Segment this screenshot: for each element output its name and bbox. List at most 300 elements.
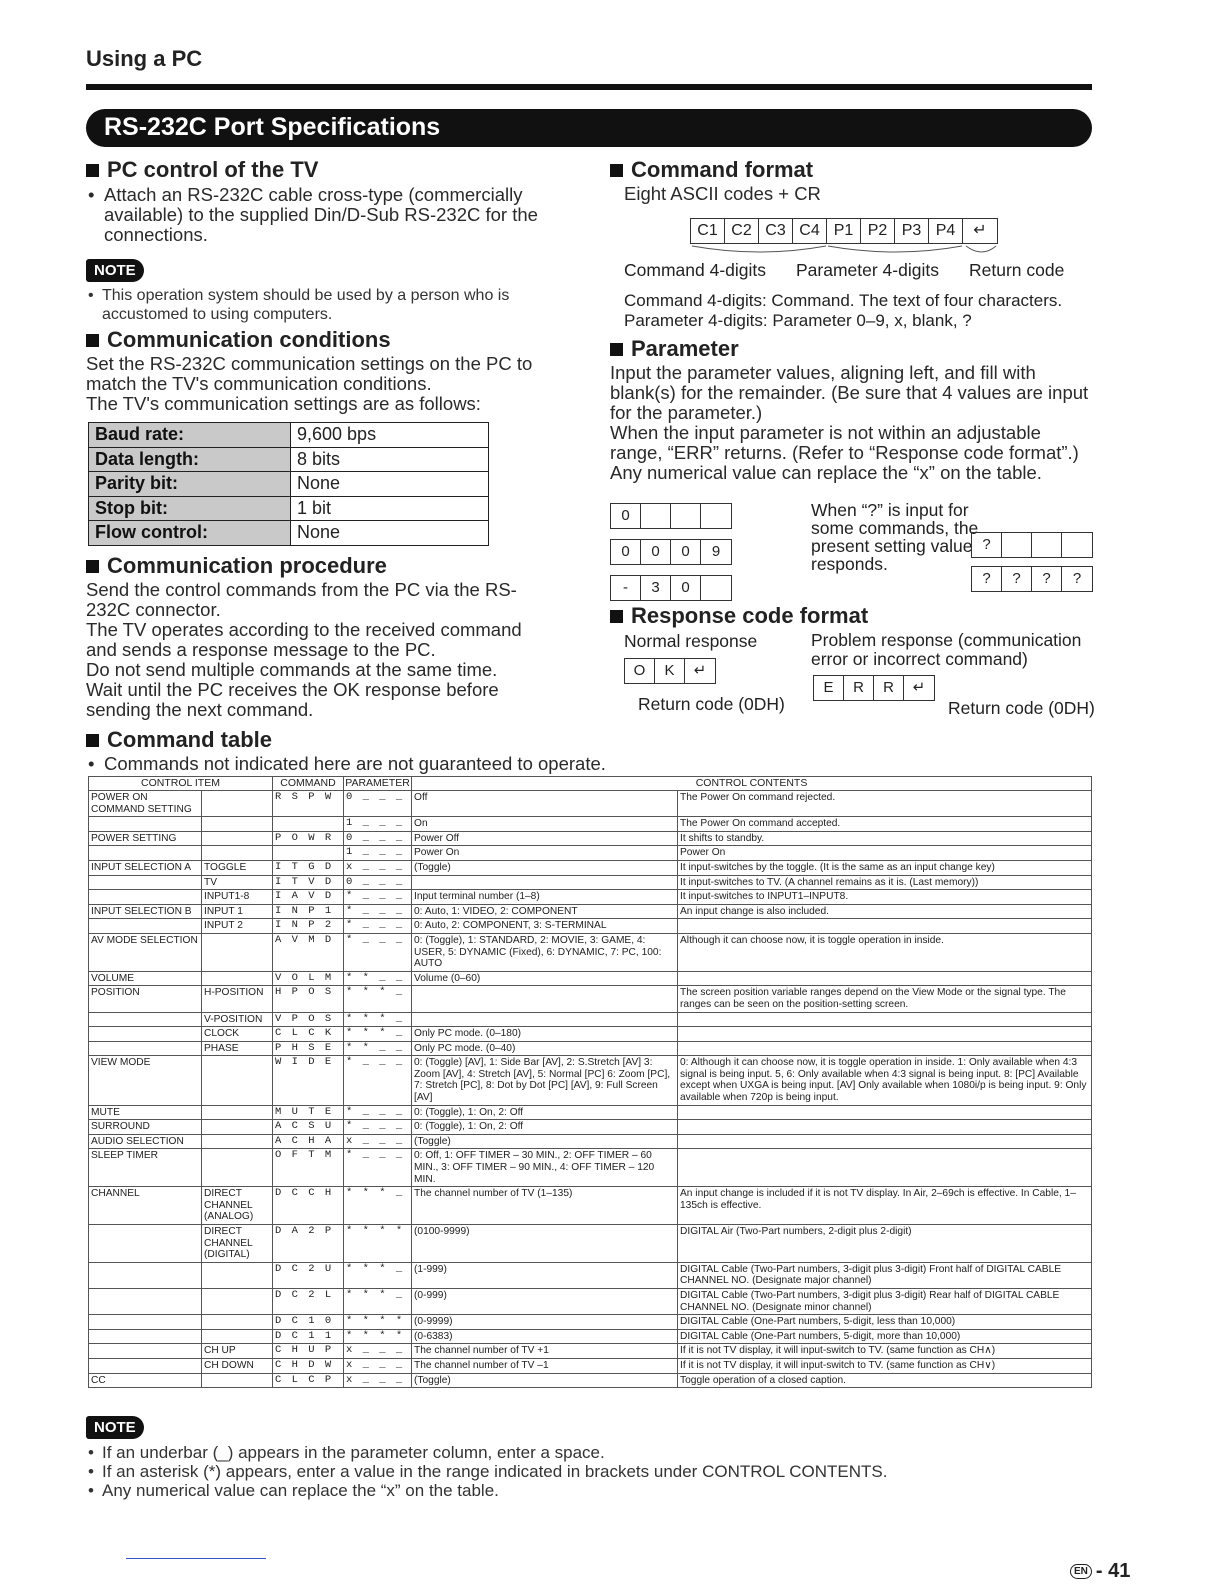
parameter-cell: 0 _ _ _ [344,791,412,817]
command-cell: A C H A [273,1134,344,1149]
parameter-text3: Any numerical value can replace the “x” on the table. [610,462,1042,483]
table-row [89,1315,1092,1330]
table-row [89,860,1092,875]
subitem-cell [202,846,273,861]
subitem-cell: TV [202,875,273,890]
comm-conditions-text2: The TV's communication settings are as follows: [86,393,481,414]
table-row [89,890,1092,905]
command-cell [273,846,344,861]
parameter-desc-cell: 0: (Toggle), 1: STANDARD, 2: MOVIE, 3: GAME, 4: USER, 5: DYNAMIC (Fixed), 6: DYNAMIC, 7: PC, 100: AUTO [412,933,678,971]
command-cell: I A V D [273,890,344,905]
item-cell [89,1041,202,1056]
header-control-item: CONTROL ITEM [89,777,273,791]
note-item: • If an asterisk (*) appears, enter a value in the range indicated in brackets under CONTROL CONTENTS. [86,1462,888,1481]
item-cell [89,890,202,905]
item-cell [89,875,202,890]
parameter-cell: * * _ _ [344,1041,412,1056]
right-column [610,158,1095,483]
param-example-3 [610,575,732,601]
subitem-cell [202,933,273,971]
command-cell: D C 1 1 [273,1329,344,1344]
command-cell: P1 [827,219,861,243]
parameter-cell: * _ _ _ [344,1120,412,1135]
subitem-cell [202,1134,273,1149]
parameter-cell: * _ _ _ [344,1056,412,1105]
item-cell: POSITION [89,986,202,1012]
table-row [89,1149,1092,1187]
page-number [1070,1560,1130,1583]
ok-cells [624,658,716,684]
item-cell [89,846,202,861]
contents-cell: It shifts to standby. [678,831,1092,846]
command-cell: P2 [861,219,895,243]
parameter-desc-cell: Power Off [412,831,678,846]
item-cell [89,1315,202,1330]
item-cell: MUTE [89,1105,202,1120]
parameter-desc-cell: 0: Off, 1: OFF TIMER – 30 MIN., 2: OFF TIMER – 60 MIN., 3: OFF TIMER – 90 MIN., 4: OFF TIMER – 120 MIN. [412,1149,678,1187]
query-cell [1062,533,1092,557]
page-number-text: - 41 [1095,1560,1131,1582]
contents-cell: It input-switches to INPUT1–INPUT8. [678,890,1092,905]
command-format-desc [624,291,1095,331]
item-cell [89,1027,202,1042]
subitem-cell: INPUT 1 [202,904,273,919]
query-cell: ? [1032,567,1062,591]
table-row [89,1120,1092,1135]
param-cell [701,576,731,600]
command-cell: C4 [793,219,827,243]
parameter-cell: * * * _ [344,1012,412,1027]
parameter-cell: 1 _ _ _ [344,817,412,832]
command-cell: A V M D [273,933,344,971]
contents-cell: An input change is also included. [678,904,1092,919]
table-row [89,971,1092,986]
item-cell [89,919,202,934]
parameter-cell: x _ _ _ [344,1134,412,1149]
label-command: Command 4-digits [624,260,766,280]
page-title: RS-232C Port Specifications [86,109,1092,147]
contents-cell: 0: Although it can choose now, it is toggle operation in inside. 1: Only available when 4:3 signal is being input. 5, 6: Only available when 4:3 signal is being input. 8: [PC] Available except when UXGA is being input. [AV] Only available when 1080i/p is being input. 9: Only available when 720p is being input. [678,1056,1092,1105]
parameter-cell: * * * * [344,1225,412,1263]
table-row [89,1373,1092,1388]
square-bullet-icon [86,334,99,347]
subitem-cell [202,1262,273,1288]
item-cell: AUDIO SELECTION [89,1134,202,1149]
item-cell: AV MODE SELECTION [89,933,202,971]
command-cell: C H D W [273,1358,344,1373]
item-cell: INPUT SELECTION B [89,904,202,919]
item-cell [89,1262,202,1288]
command-table [88,776,1092,1388]
parameter-desc-cell: The channel number of TV +1 [412,1344,678,1359]
parameter-heading: Parameter [610,337,1095,361]
setting-key: Data length: [89,447,291,472]
subitem-cell [202,831,273,846]
subitem-cell: PHASE [202,1041,273,1056]
header-parameter: PARAMETER [345,776,410,789]
command-cell: C1 [691,219,725,243]
square-bullet-icon [86,560,99,573]
parameter-text2: When the input parameter is not within an adjustable range, “ERR” returns. (Refer to “Response code format”.) [610,422,1079,463]
normal-response: Normal response [624,631,758,651]
contents-cell [678,1041,1092,1056]
comm-procedure [86,554,556,720]
param-cell: 3 [641,576,671,600]
parameter-desc-cell: Input terminal number (1–8) [412,890,678,905]
item-cell: CHANNEL [89,1187,202,1225]
label-return: Return code [968,260,1065,280]
subitem-cell: INPUT 2 [202,919,273,934]
table-row [89,831,1092,846]
parameter-desc-cell: 0: (Toggle) [AV], 1: Side Bar [AV], 2: S.Stretch [AV] 3: Zoom [AV], 4: Stretch [AV], 5: Normal [PC] 6: Zoom [PC], 7: Stretch [PC], 8: Dot by Dot [PC] [AV], 9: Full Screen [AV] [412,1056,678,1105]
parameter-desc-cell: (1-999) [412,1262,678,1288]
command-cell: R S P W [273,791,344,817]
param-cell: - [611,576,641,600]
language-badge: EN [1070,1564,1092,1579]
command-cell: D C 1 0 [273,1315,344,1330]
settings-row [89,521,489,546]
setting-key: Baud rate: [89,423,291,448]
parameter-cell: * * * _ [344,986,412,1012]
contents-cell [678,1012,1092,1027]
command-cell [273,817,344,832]
query-cell: ? [972,533,1002,557]
subitem-cell: V-POSITION [202,1012,273,1027]
query-text: When “?” is input for some commands, the present setting value responds. [811,500,979,574]
problem-response: Problem response (communication error or incorrect command) [811,630,1082,669]
table-row [89,1225,1092,1263]
comm-conditions-text: Set the RS-232C communication settings on the PC to match the TV's communication conditions. [86,353,533,394]
parameter-desc-cell: (Toggle) [412,1373,678,1388]
param-example-1 [610,503,732,529]
command-cell: W I D E [273,1056,344,1105]
table-row [89,1134,1092,1149]
table-row [89,1329,1092,1344]
return-code-1: Return code (0DH) [638,694,785,714]
setting-key: Parity bit: [89,472,291,497]
param-cell: 9 [711,543,721,560]
query-cell: ? [1002,567,1032,591]
parameter-desc-cell: (Toggle) [412,1134,678,1149]
item-cell: POWER SETTING [89,831,202,846]
err-box-wrap [813,675,935,701]
parameter-desc-cell: 0: (Toggle), 1: On, 2: Off [412,1105,678,1120]
table-row [89,1056,1092,1105]
item-cell [89,1012,202,1027]
subitem-cell: INPUT1-8 [202,890,273,905]
contents-cell: Although it can choose now, it is toggle operation in inside. [678,933,1092,971]
setting-value: None [291,521,489,546]
desc-parameter: Parameter 4-digits: Parameter 0–9, x, blank, ? [624,311,972,330]
subitem-cell [202,817,273,832]
parameter-desc-cell: 0: Auto, 1: VIDEO, 2: COMPONENT [412,904,678,919]
command-cells [690,218,998,244]
parameter-cell: 0 _ _ _ [344,875,412,890]
bottom-notes [86,1416,888,1500]
subitem-cell: DIRECT CHANNEL (ANALOG) [202,1187,273,1225]
command-cell: C H U P [273,1344,344,1359]
ok-box-wrap [624,658,716,684]
subitem-cell [202,1373,273,1388]
subitem-cell [202,1105,273,1120]
parameter-desc-cell: 0: Auto, 2: COMPONENT, 3: S-TERMINAL [412,919,678,934]
item-cell [89,1344,202,1359]
footer-rule [126,1558,266,1559]
settings-row [89,447,489,472]
contents-cell: DIGITAL Cable (Two-Part numbers, 3-digit plus 3-digit) Rear half of DIGITAL CABLE CHANNEL NO. (Designate minor channel) [678,1288,1092,1314]
param-cell [701,504,731,528]
subitem-cell: CH DOWN [202,1358,273,1373]
return-code-2: Return code (0DH) [948,698,1095,718]
contents-cell: Toggle operation of a closed caption. [678,1373,1092,1388]
command-cell: V P O S [273,1012,344,1027]
contents-cell [678,1120,1092,1135]
ok-cell: ↵ [693,662,707,679]
param-examples [610,503,732,601]
brace-lines [690,244,1110,260]
parameter-cell: * * * _ [344,1027,412,1042]
command-cell: I N P 1 [273,904,344,919]
header-command: COMMAND [273,777,344,791]
parameter-cell: x _ _ _ [344,860,412,875]
parameter-desc-cell: Only PC mode. (0–40) [412,1041,678,1056]
procedure-line: Do not send multiple commands at the same time. [86,659,498,680]
parameter-desc-cell: Off [412,791,678,817]
procedure-line: The TV operates according to the received command and sends a response message to the PC. [86,619,522,660]
parameter-desc-cell [412,875,678,890]
parameter-desc-cell: (0-9999) [412,1315,678,1330]
contents-cell [678,1105,1092,1120]
contents-cell [678,971,1092,986]
subitem-cell [202,791,273,817]
param-cell: 0 [641,540,671,564]
query-examples [971,532,1093,592]
command-cell: I N P 2 [273,919,344,934]
square-bullet-icon [610,610,623,623]
item-cell [89,817,202,832]
parameter-text: Input the parameter values, aligning left, and fill with blank(s) for the remainder. (Be sure that 4 values are input for the parameter.) [610,362,1089,423]
setting-value: 9,600 bps [291,423,489,448]
table-row [89,875,1092,890]
settings-row [89,496,489,521]
table-row [89,1027,1092,1042]
item-cell: VOLUME [89,971,202,986]
square-bullet-icon [610,343,623,356]
table-row [89,1105,1092,1120]
contents-cell: The screen position variable ranges depend on the View Mode or the signal type. The ranges can be seen on the position-setting screen. [678,986,1092,1012]
parameter-desc-cell: Volume (0–60) [412,971,678,986]
command-table-heading: Command table [86,728,886,752]
param-example-2 [610,539,732,565]
param-cell: 0 [611,540,641,564]
contents-cell [678,1134,1092,1149]
command-table-bullet: • Commands not indicated here are not guaranteed to operate. [86,754,886,774]
subitem-cell: H-POSITION [202,986,273,1012]
command-cell: I T G D [273,860,344,875]
table-row [89,1187,1092,1225]
table-row [89,791,1092,817]
setting-key: Flow control: [89,521,291,546]
table-row [89,1041,1092,1056]
table-row [89,846,1092,861]
item-cell: CC [89,1373,202,1388]
parameter-desc-cell: 0: (Toggle), 1: On, 2: Off [412,1120,678,1135]
command-cell: V O L M [273,971,344,986]
parameter-desc-cell: (Toggle) [412,860,678,875]
command-cell: A C S U [273,1120,344,1135]
item-cell: VIEW MODE [89,1056,202,1105]
contents-cell: It input-switches to TV. (A channel remains as it is. (Last memory)) [678,875,1092,890]
query-cell: ? [1072,570,1082,587]
err-cell: R [874,676,904,700]
contents-cell: The Power On command accepted. [678,817,1092,832]
command-format-boxes [690,218,1095,244]
parameter-cell: * _ _ _ [344,890,412,905]
parameter-desc-cell [412,1012,678,1027]
pc-control-heading: PC control of the TV [86,158,586,182]
header-control-contents: CONTROL CONTENTS [412,777,1092,791]
contents-cell: The Power On command rejected. [678,791,1092,817]
subitem-cell [202,1056,273,1105]
err-cell: R [844,676,874,700]
subitem-cell [202,1315,273,1330]
contents-cell: DIGITAL Cable (One-Part numbers, 5-digit, more than 10,000) [678,1329,1092,1344]
table-row [89,933,1092,971]
contents-cell: Power On [678,846,1092,861]
note-badge: NOTE [86,259,144,282]
parameter-cell: * * * * [344,1315,412,1330]
square-bullet-icon [86,164,99,177]
parameter-cell: x _ _ _ [344,1373,412,1388]
parameter-cell: * * * _ [344,1187,412,1225]
parameter-cell: * * * _ [344,1262,412,1288]
parameter-cell: * * * _ [344,1288,412,1314]
setting-value: None [291,472,489,497]
desc-command: Command 4-digits: Command. The text of four characters. [624,291,1063,310]
response-section [610,604,1095,628]
subitem-cell: DIRECT CHANNEL (DIGITAL) [202,1225,273,1263]
parameter-cell: * * * * [344,1329,412,1344]
response-heading: Response code format [610,604,1095,628]
section-title: Using a PC [86,46,203,71]
comm-procedure-heading: Communication procedure [86,554,556,578]
label-parameter: Parameter 4-digits [796,260,939,280]
table-row [89,1012,1092,1027]
procedure-line: Send the control commands from the PC via the RS-232C connector. [86,579,517,620]
err-cell: ↵ [912,679,926,696]
subitem-cell [202,1120,273,1135]
query-example-2 [971,566,1093,592]
comm-conditions-heading: Communication conditions [86,328,586,352]
command-cell: O F T M [273,1149,344,1187]
query-cell [1032,533,1062,557]
command-cell: D C 2 L [273,1288,344,1314]
err-cell: E [814,676,844,700]
subitem-cell: CLOCK [202,1027,273,1042]
parameter-desc-cell: The channel number of TV –1 [412,1358,678,1373]
subitem-cell: CH UP [202,1344,273,1359]
command-cell: C L C K [273,1027,344,1042]
parameter-desc-cell: (0-6383) [412,1329,678,1344]
command-cell: I T V D [273,875,344,890]
contents-cell [678,1149,1092,1187]
parameter-cell: * _ _ _ [344,1149,412,1187]
note-item: • If an underbar (_) appears in the parameter column, enter a space. [86,1443,888,1462]
command-cell: H P O S [273,986,344,1012]
parameter-desc-cell: Power On [412,846,678,861]
contents-cell: An input change is included if it is not TV display. In Air, 2–69ch is effective. In Cable, 1–135ch is effective. [678,1187,1092,1225]
left-column [86,158,586,414]
subitem-cell [202,1149,273,1187]
table-row [89,817,1092,832]
note-badge: NOTE [86,1416,144,1439]
command-cell: P3 [895,219,929,243]
parameter-cell: 0 _ _ _ [344,831,412,846]
contents-cell: DIGITAL Cable (One-Part numbers, 5-digit, less than 10,000) [678,1315,1092,1330]
parameter-desc-cell: (0-999) [412,1288,678,1314]
note-block [86,259,586,282]
query-cell [1002,533,1032,557]
ok-cell: K [655,659,685,683]
setting-value: 8 bits [291,447,489,472]
parameter-cell: * _ _ _ [344,933,412,971]
command-cell: P H S E [273,1041,344,1056]
param-cell: 0 [671,540,701,564]
param-cell: 0 [671,576,701,600]
command-format-labels [624,260,1095,281]
parameter-desc-cell: (0100-9999) [412,1225,678,1263]
parameter-desc-cell: On [412,817,678,832]
query-cell: ? [972,567,1002,591]
subitem-cell: TOGGLE [202,860,273,875]
square-bullet-icon [610,164,623,177]
command-format-sub: Eight ASCII codes + CR [624,183,821,204]
item-cell [89,1329,202,1344]
param-cell [671,504,701,528]
table-header-row [89,777,1092,791]
parameter-cell: * _ _ _ [344,1105,412,1120]
query-example-1 [971,532,1093,558]
err-cells [813,675,935,701]
pc-control-note: • This operation system should be used by a person who is accustomed to using computers. [86,286,566,324]
settings-row [89,472,489,497]
command-cell: M U T E [273,1105,344,1120]
command-cell: C2 [725,219,759,243]
item-cell: SURROUND [89,1120,202,1135]
contents-cell: It input-switches by the toggle. (It is the same as an input change key) [678,860,1092,875]
pc-control-bullet: • Attach an RS-232C cable cross-type (commercially available) to the supplied Din/D-Sub RS-232C for the connections. [86,185,576,245]
item-cell: INPUT SELECTION A [89,860,202,875]
command-cell: P O W R [273,831,344,846]
table-row [89,1288,1092,1314]
item-cell [89,1358,202,1373]
parameter-cell: * * _ _ [344,971,412,986]
procedure-line: Wait until the PC receives the OK response before sending the next command. [86,679,499,720]
setting-key: Stop bit: [89,496,291,521]
command-cell: C L C P [273,1373,344,1388]
item-cell [89,1225,202,1263]
command-cell: D A 2 P [273,1225,344,1263]
setting-value: 1 bit [291,496,489,521]
note-item: • Any numerical value can replace the “x” on the table. [86,1481,888,1500]
table-row [89,1358,1092,1373]
command-cell: P4 [929,219,963,243]
contents-cell: If it is not TV display, it will input-switch to TV. (same function as CH∧) [678,1344,1092,1359]
table-row [89,919,1092,934]
subitem-cell [202,1288,273,1314]
command-format-heading: Command format [610,158,1095,182]
comm-procedure-text [86,580,556,720]
